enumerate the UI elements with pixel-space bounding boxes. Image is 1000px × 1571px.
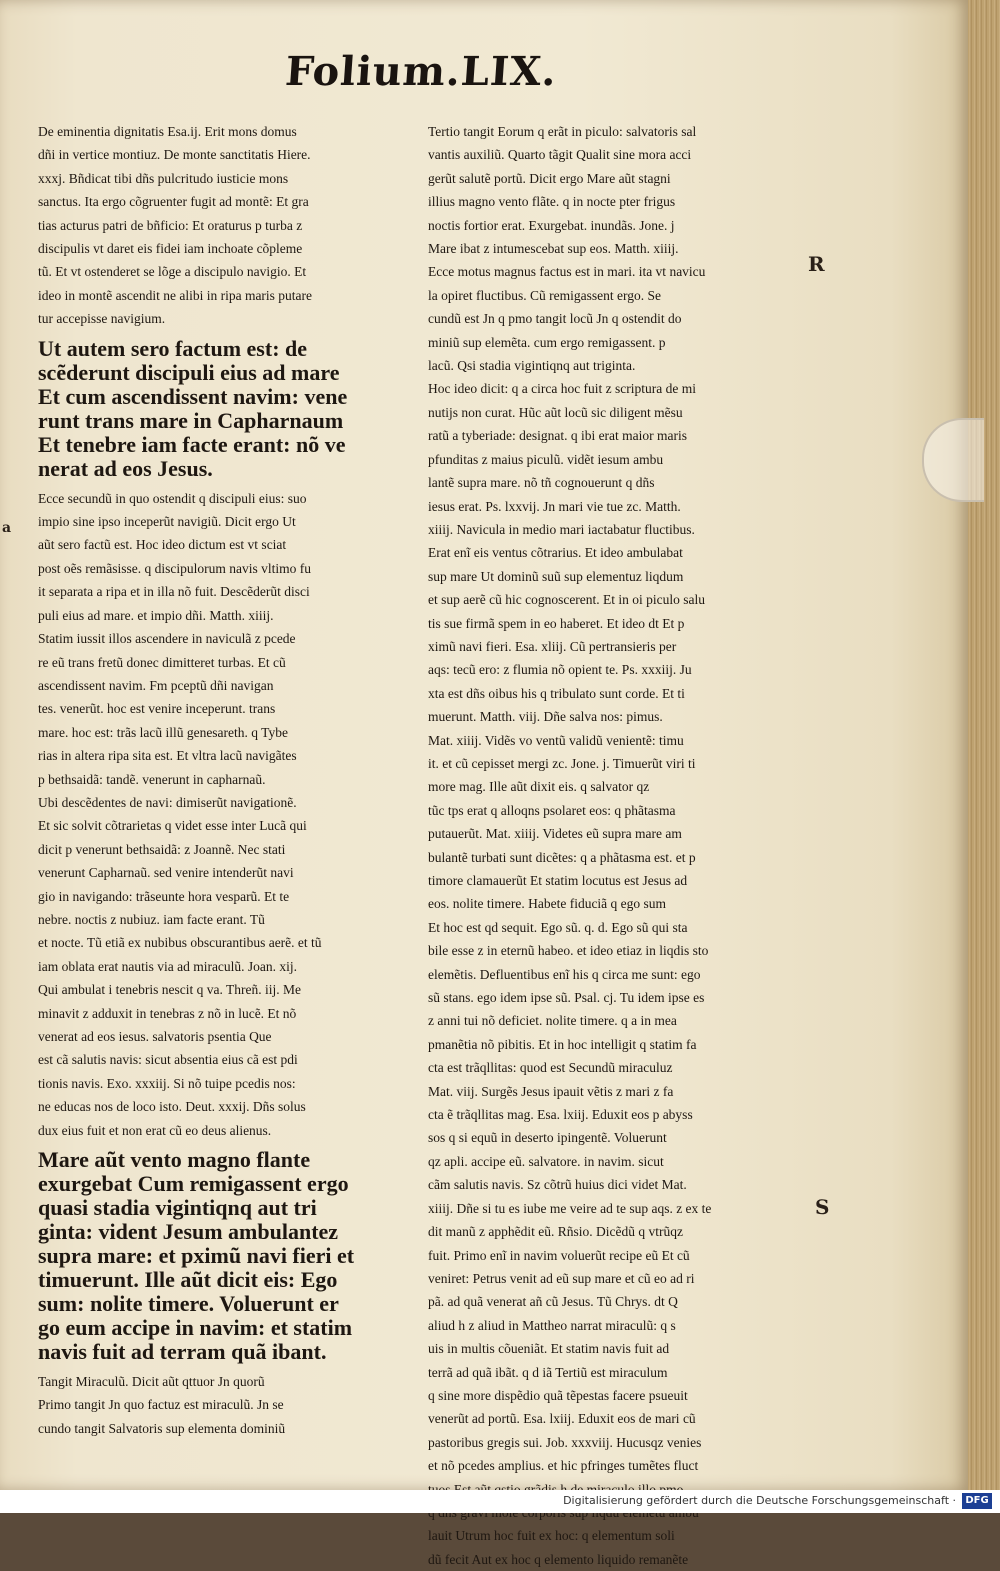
right-text-line: Et hoc est qd sequit. Ego sũ. q. d. Ego sũ qui sta bbox=[428, 919, 688, 935]
right-text-line: lantẽ supra mare. nõ tñ cognouerunt q dñs bbox=[428, 475, 655, 491]
running-head: Folium.LIX. bbox=[283, 48, 559, 95]
left-text-line: post oẽs remãsisse. q discipulorum navis vltimo fu bbox=[38, 560, 311, 576]
funding-credit: Digitalisierung gefördert durch die Deutsche Forschungsgemeinschaft · bbox=[563, 1494, 956, 1507]
right-text-line: dũ fecit Aut ex hoc q elemento liquido remanẽte bbox=[428, 1551, 689, 1567]
right-text-line: uis in multis cõueniãt. Et statim navis fuit ad bbox=[428, 1341, 670, 1357]
right-text-line: Mat. viij. Surgẽs Jesus ipauit vẽtis z mari z fa bbox=[428, 1083, 674, 1099]
right-text-line: ximũ navi fieri. Esa. xliij. Cũ pertransieris per bbox=[428, 638, 677, 654]
left-text-line: aũt sero factũ est. Hoc ideo dictum est vt sciat bbox=[38, 537, 287, 553]
right-text-line: muerunt. Matth. viij. Dñe salva nos: pimus. bbox=[428, 709, 663, 725]
left-text-line: nebre. noctis z nubiuz. iam facte erant. Tũ bbox=[38, 911, 265, 927]
left-text-line: runt trans mare in Capharnaum bbox=[38, 408, 344, 433]
left-text-line: mare. hoc est: trãs lacũ illũ genesareth. q Tybe bbox=[38, 724, 288, 740]
left-text-line: it separata a ripa et in illa nõ fuit. Descẽderũt disci bbox=[38, 584, 310, 600]
left-text-line: impio sine ipso inceperũt navigiũ. Dicit ergo Ut bbox=[38, 514, 296, 530]
left-text-line: exurgebat Cum remigassent ergo bbox=[38, 1172, 349, 1197]
right-text-line: illius magno vento flãte. q in nocte pter frigus bbox=[428, 194, 676, 210]
right-text-line: Erat enĩ eis ventus cõtrarius. Et ideo ambulabat bbox=[428, 545, 683, 561]
right-text-line: sũ stans. ego idem ipse sũ. Psal. cj. Tu idem ipse es bbox=[428, 990, 705, 1006]
right-text-line: miniũ sup elemẽta. cum ergo remigassent. p bbox=[428, 334, 666, 350]
left-text-line: est cã salutis navis: sicut absentia eius cã est pdi bbox=[38, 1052, 298, 1068]
right-text-line: fuit. Primo enĩ in navim voluerũt recipe eũ Et cũ bbox=[428, 1247, 690, 1263]
left-text-line: De eminentia dignitatis Esa.ij. Erit mons domus bbox=[38, 124, 297, 139]
right-text-line: tis sue firmã spem in eo haberet. Et ideo dt Et p bbox=[428, 615, 685, 631]
left-text-line: Statim iussit illos ascendere in naviculã z pcede bbox=[38, 631, 296, 647]
left-text-line: Ut autem sero factum est: de bbox=[38, 336, 308, 361]
right-text-line: xta est dñs oibus his q tribulato sunt corde. Et ti bbox=[428, 685, 685, 701]
right-text-line: qz apli. accipe eũ. salvatore. in navim. sicut bbox=[428, 1153, 664, 1169]
left-text-line: navis fuit ad terram quã ibant. bbox=[38, 1340, 327, 1365]
right-text-line: dit manũ z apphẽdit eũ. Rñsio. Dicẽdũ q vtrũqz bbox=[428, 1224, 683, 1240]
right-text-line: gerũt salutẽ portũ. Dicit ergo Mare aũt stagni bbox=[428, 170, 671, 186]
right-text-line: bulantẽ turbati sunt dicẽtes: q a phãtasma est. et p bbox=[428, 849, 696, 865]
right-text-line: more mag. Ille aũt dixit eis. q salvator qz bbox=[428, 779, 650, 795]
right-text-line: sup mare Ut dominũ suũ sup elementuz liqdum bbox=[428, 568, 684, 584]
right-text-line: et nõ pcedes amplius. et hic pfringes tumẽtes fluct bbox=[428, 1458, 699, 1474]
left-text-line: re eũ trans fretũ donec dimitteret turbas. Et cũ bbox=[38, 654, 286, 670]
left-text-line: puli eius ad mare. et impio dñi. Matth. xiiij. bbox=[38, 607, 274, 623]
left-text-line: tias acturus patri de bñficio: Et oraturus p turba z bbox=[38, 217, 303, 233]
right-text-line: Mare ibat z intumescebat sup eos. Matth. xiiij. bbox=[428, 241, 679, 257]
left-text-line: timuerunt. Ille aũt dicit eis: Ego bbox=[38, 1268, 338, 1293]
right-text-line: nutijs non curat. Hũc aũt locũ sic diligent mẽsu bbox=[428, 404, 683, 420]
right-text-column bbox=[428, 120, 798, 1571]
right-text-line: terrã ad quã ibãt. q d iã Tertiũ est miraculum bbox=[428, 1364, 668, 1380]
left-text-line: venerunt Capharnaũ. sed venire intenderũt navi bbox=[38, 865, 294, 881]
left-text-line: go eum accipe in navim: et statim bbox=[38, 1316, 353, 1341]
right-text-line: Ecce motus magnus factus est in mari. ita vt navicu bbox=[428, 264, 706, 280]
left-text-line: Et cum ascendissent navim: vene bbox=[38, 384, 348, 409]
right-text-line: la opiret fluctibus. Cũ remigassent ergo. Se bbox=[428, 287, 661, 303]
left-text-line: ne educas nos de loco isto. Deut. xxxij. Dñs solus bbox=[38, 1099, 306, 1115]
left-text-line: ideo in montẽ ascendit ne alibi in ripa maris putare bbox=[38, 287, 313, 303]
right-text-line: ratũ a tyberiade: designat. q ibi erat maior maris bbox=[428, 428, 688, 444]
left-text-line: Tangit Miraculũ. Dicit aũt qttuor Jn quorũ bbox=[38, 1374, 265, 1390]
right-text-line: q sine more dispẽdio quã tẽpestas facere psueuit bbox=[428, 1387, 688, 1403]
right-text-line: cta est trãqllitas: quod est Secundũ miraculuz bbox=[428, 1060, 673, 1076]
left-text-line: Ecce secundũ in quo ostendit q discipuli eius: suo bbox=[38, 490, 307, 506]
footer-bar bbox=[0, 1490, 1000, 1513]
right-text-line: pã. ad quã venerat añ cũ Jesus. Tũ Chrys. dt Q bbox=[428, 1294, 678, 1310]
left-text-line: rias in altera ripa sita est. Et vltra lacũ navigãtes bbox=[38, 748, 297, 764]
left-text-line: scẽderunt discipuli eius ad mare bbox=[38, 360, 340, 385]
left-text-line: ginta: vident Jesum ambulantez bbox=[38, 1220, 339, 1245]
left-text-line: supra mare: et pximũ navi fieri et bbox=[38, 1244, 355, 1269]
right-text-line: Tertio tangit Eorum q erãt in piculo: salvatoris sal bbox=[428, 124, 697, 139]
left-text-line: Et sic solvit cõtrarietas q videt esse inter Lucã qui bbox=[38, 818, 307, 834]
left-text-line: ascendissent navim. Fm pceptũ dñi navigan bbox=[38, 677, 274, 693]
left-text-line: gio in navigando: trãseunte hora vesparũ. Et te bbox=[38, 888, 290, 904]
left-text-line: minavit z adduxit in tenebras z nõ in lucẽ. Et nõ bbox=[38, 1005, 297, 1021]
right-text-line: cundũ est Jn q pmo tangit locũ Jn q ostendit do bbox=[428, 311, 682, 327]
left-text-column bbox=[38, 120, 408, 1440]
left-text-line: discipulis vt daret eis fidei iam inchoate cõpleme bbox=[38, 241, 303, 257]
left-text-line: dicit p venerunt bethsaidã: z Joannẽ. Nec stati bbox=[38, 841, 286, 857]
left-text-line: et nocte. Tũ etiã ex nubibus obscurantibus aerẽ. et tũ bbox=[38, 935, 322, 951]
left-text-line: Ubi descẽdentes de navi: dimiserũt navigationẽ. bbox=[38, 794, 297, 810]
right-text-line: it. et cũ cepisset mergi zc. Jone. j. Timuerũt viri ti bbox=[428, 755, 696, 771]
left-text-line: nerat ad eos Jesus. bbox=[38, 456, 213, 481]
right-text-line: lauit Utrum hoc fuit ex hoc: q elementum soli bbox=[428, 1528, 675, 1544]
right-text-line: vantis auxiliũ. Quarto tãgit Qualit sine mora acci bbox=[428, 147, 692, 163]
right-text-line: elemẽtis. Defluentibus enĩ his q circa me sunt: ego bbox=[428, 966, 701, 982]
left-text-line: sum: nolite timere. Voluerunt er bbox=[38, 1292, 339, 1317]
left-text-line: tes. venerũt. hoc est venire inceperunt. trans bbox=[38, 701, 276, 717]
right-text-line: Hoc ideo dicit: q a circa hoc fuit z scriptura de mi bbox=[428, 381, 697, 397]
right-text-line: tũc tps erat q alloqns psolaret eos: q phãtasma bbox=[428, 802, 676, 818]
left-text-line: cundo tangit Salvatoris sup elementa dominiũ bbox=[38, 1420, 286, 1436]
right-text-line: bile esse z in eternũ habeo. et ideo etiaz in liqdis sto bbox=[428, 943, 709, 959]
right-text-line: cãm salutis navis. Sz cõtrũ huius dici videt Mat. bbox=[428, 1177, 687, 1193]
right-text-line: venerũt ad portũ. Esa. lxiij. Eduxit eos de mari cũ bbox=[428, 1411, 696, 1427]
left-text-line: dux eius fuit et non erat cũ eo deus alienus. bbox=[38, 1122, 272, 1138]
right-text-line: pmanẽtia nõ pibitis. Et in hoc intelligit q statim fa bbox=[428, 1036, 697, 1052]
dfg-logo-icon: DFG bbox=[962, 1493, 992, 1509]
margin-mark-s: S bbox=[815, 1195, 830, 1219]
left-text-line: Mare aũt vento magno flante bbox=[38, 1148, 311, 1173]
left-text-line: tũ. Et vt ostenderet se lõge a discipulo navigio. Et bbox=[38, 264, 307, 280]
margin-mark-r: R bbox=[808, 252, 825, 276]
left-text-line: Primo tangit Jn quo factuz est miraculũ. Jn se bbox=[38, 1397, 284, 1413]
right-text-line: z anni tui nõ deficiet. nolite timere. q a in mea bbox=[428, 1013, 677, 1029]
right-text-line: veniret: Petrus venit ad eũ sup mare et cũ eo ad ri bbox=[428, 1270, 695, 1286]
right-text-line: lacũ. Qsi stadia vigintiqnq aut triginta. bbox=[428, 358, 636, 374]
left-text-line: sanctus. Ita ergo cõgruenter fugit ad montẽ: Et gra bbox=[38, 194, 309, 210]
left-text-line: xxxj. Bñdicat tibi dñs pulcritudo iusticie mons bbox=[38, 170, 289, 186]
right-text-line: pastoribus gregis sui. Job. xxxviij. Hucusqz venies bbox=[428, 1434, 702, 1450]
left-text-line: dñi in vertice montiuz. De monte sanctitatis Hiere. bbox=[38, 147, 311, 163]
left-text-line: quasi stadia vigintiqnq aut tri bbox=[38, 1196, 317, 1221]
right-text-line: timore clamauerũt Et statim locutus est Jesus ad bbox=[428, 873, 688, 888]
left-text-line: tur accepisse navigium. bbox=[38, 311, 166, 327]
right-text-line: aliud h z aliud in Mattheo narrat miraculũ: q s bbox=[428, 1317, 676, 1333]
margin-mark-left: a bbox=[2, 520, 12, 536]
right-text-line: eos. nolite timere. Habete fiduciã q ego sum bbox=[428, 896, 667, 912]
left-text-line: tionis navis. Exo. xxxiij. Si nõ tuipe pcedis nos: bbox=[38, 1075, 296, 1091]
right-text-line: sos q si equũ in deserto ipingentẽ. Voluerunt bbox=[428, 1130, 667, 1146]
right-text-line: iesus erat. Ps. lxxvij. Jn mari vie tue zc. Matth. bbox=[428, 498, 681, 514]
right-text-line: xiiij. Navicula in medio mari iactabatur fluctibus. bbox=[428, 521, 695, 537]
right-text-line: xiiij. Dñe si tu es iube me veire ad te sup aqs. z ex te bbox=[428, 1200, 712, 1216]
right-text-line: pfunditas z maius piculũ. vidẽt iesum ambu bbox=[428, 451, 664, 467]
right-text-line: aqs: tecũ ero: z flumia nõ opient te. Ps. xxxiij. Ju bbox=[428, 662, 692, 678]
page-edge-fore-edge bbox=[968, 0, 1000, 1490]
right-text-line: noctis fortior erat. Exurgebat. inundãs. Jone. j bbox=[428, 217, 675, 233]
left-text-line: iam oblata erat nautis via ad miraculũ. Joan. xij. bbox=[38, 958, 298, 974]
right-text-line: putauerũt. Mat. xiiij. Videtes eũ supra mare am bbox=[428, 826, 682, 842]
left-text-line: Et tenebre iam facte erant: nõ ve bbox=[38, 432, 346, 457]
left-text-line: Qui ambulat i tenebris nescit q va. Threñ. iij. Me bbox=[38, 982, 301, 998]
left-text-line: p bethsaidã: tandẽ. venerunt in capharnaũ. bbox=[38, 771, 266, 787]
right-text-line: cta ẽ trãqllitas mag. Esa. lxiij. Eduxit eos p abyss bbox=[428, 1107, 693, 1123]
left-text-line: venerat ad eos iesus. salvatoris psentia Que bbox=[38, 1029, 272, 1044]
right-text-line: Mat. xiiij. Vidẽs vo ventũ validũ venientẽ: timu bbox=[428, 732, 684, 748]
right-text-line: et sup aerẽ cũ hic cognoscerent. Et in oi piculo salu bbox=[428, 592, 706, 608]
